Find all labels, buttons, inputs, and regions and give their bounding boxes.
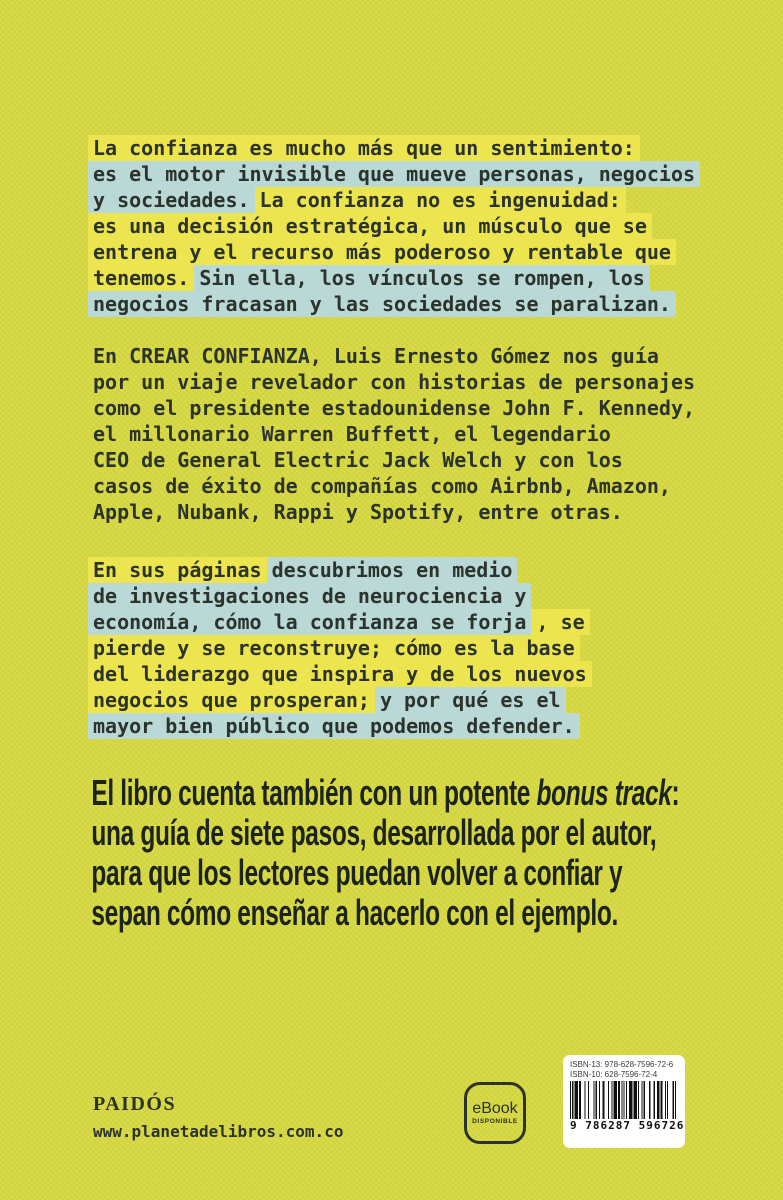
isbn-barcode-label	[563, 1055, 685, 1148]
publisher-logo: PAIDÓS	[93, 1093, 177, 1115]
text-segment: :	[671, 772, 680, 813]
text-segment: el millonario Warren Buffett, el legendario	[93, 422, 611, 446]
text-line	[88, 558, 592, 584]
isbn13-text: ISBN-13: 978-628-7596-72-6	[570, 1060, 674, 1069]
text-line	[88, 162, 700, 188]
text-segment: y sociedades.	[88, 187, 255, 213]
bonus-track-paragraph	[88, 772, 783, 932]
synopsis-paragraph	[88, 136, 700, 318]
barcode-number: 9 786287 596726	[570, 1119, 685, 1132]
website-url: www.planetadelibros.com.co	[93, 1122, 344, 1141]
text-segment: Apple, Nubank, Rappi y Spotify, entre otras.	[93, 500, 623, 524]
text-segment: de investigaciones de neurociencia y	[88, 583, 531, 609]
text-line	[88, 688, 592, 714]
text-line	[88, 610, 592, 636]
text-segment: y por qué es el	[375, 687, 566, 713]
text-segment: Sin ella, los vínculos se rompen, los	[194, 265, 650, 291]
text-segment: como el presidente estadounidense John F. Kennedy,	[93, 396, 696, 420]
text-segment: pierde y se reconstruye; cómo es la base	[88, 635, 580, 661]
text-line	[88, 812, 679, 852]
text-segment: una guía de siete pasos, desarrollada por el autor,	[91, 812, 657, 853]
text-segment: por un viaje revelador con historias de personajes	[93, 370, 696, 394]
isbn10-text: ISBN-10: 628-7596-72-4	[570, 1069, 658, 1079]
text-segment: es el motor invisible que mueve personas, negocios	[88, 161, 700, 187]
text-line	[88, 266, 700, 292]
text-segment: La confianza no es ingenuidad:	[255, 187, 626, 213]
text-segment: negocios fracasan y las sociedades se paralizan.	[88, 291, 676, 317]
text-line	[88, 292, 700, 318]
text-line	[88, 240, 700, 266]
text-segment: es una decisión estratégica, un músculo que se	[88, 213, 652, 239]
text-line	[88, 892, 679, 932]
text-segment: En CREAR CONFIANZA, Luis Ernesto Gómez nos guía	[93, 344, 659, 368]
author-journey-paragraph	[88, 344, 695, 526]
text-segment: para que los lectores puedan volver a confiar y	[91, 852, 623, 893]
text-segment: En sus páginas	[88, 557, 267, 583]
findings-paragraph	[88, 558, 592, 740]
text-line	[88, 188, 700, 214]
text-segment: casos de éxito de compañías como Airbnb, Amazon,	[93, 474, 671, 498]
text-line	[88, 584, 592, 610]
text-line	[88, 662, 592, 688]
text-segment: tenemos.	[88, 265, 194, 291]
text-line	[88, 772, 679, 812]
text-segment: entrena y el recurso más poderoso y rentable que	[88, 239, 676, 265]
text-segment: mayor bien público que podemos defender.	[88, 713, 580, 739]
text-line	[88, 852, 679, 892]
text-line	[88, 396, 695, 422]
text-segment: del liderazgo que inspira y de los nuevos	[88, 661, 592, 687]
text-line	[88, 370, 695, 396]
ebook-badge-subtitle: DISPONIBLE	[472, 1118, 518, 1125]
text-segment: El libro cuenta también con un potente	[91, 772, 537, 813]
text-line	[88, 448, 695, 474]
text-line	[88, 422, 695, 448]
text-segment: CEO de General Electric Jack Welch y con los	[93, 448, 623, 472]
text-segment: economía, cómo la confianza se forja	[88, 609, 531, 635]
text-line	[88, 714, 592, 740]
text-segment: descubrimos en medio	[267, 557, 518, 583]
text-segment: , se	[531, 609, 589, 635]
text-line	[88, 474, 695, 500]
text-line	[88, 344, 695, 370]
text-line	[88, 636, 592, 662]
ebook-badge-title: eBook	[472, 1100, 518, 1117]
text-line	[88, 136, 700, 162]
text-line	[88, 214, 700, 240]
text-segment: negocios que prosperan;	[88, 687, 375, 713]
text-line	[88, 500, 695, 526]
ebook-available-badge	[464, 1082, 526, 1144]
text-segment: La confianza es mucho más que un sentimiento:	[88, 135, 640, 161]
text-segment: bonus track	[536, 772, 672, 813]
text-segment: sepan cómo enseñar a hacerlo con el ejemplo.	[91, 892, 618, 933]
